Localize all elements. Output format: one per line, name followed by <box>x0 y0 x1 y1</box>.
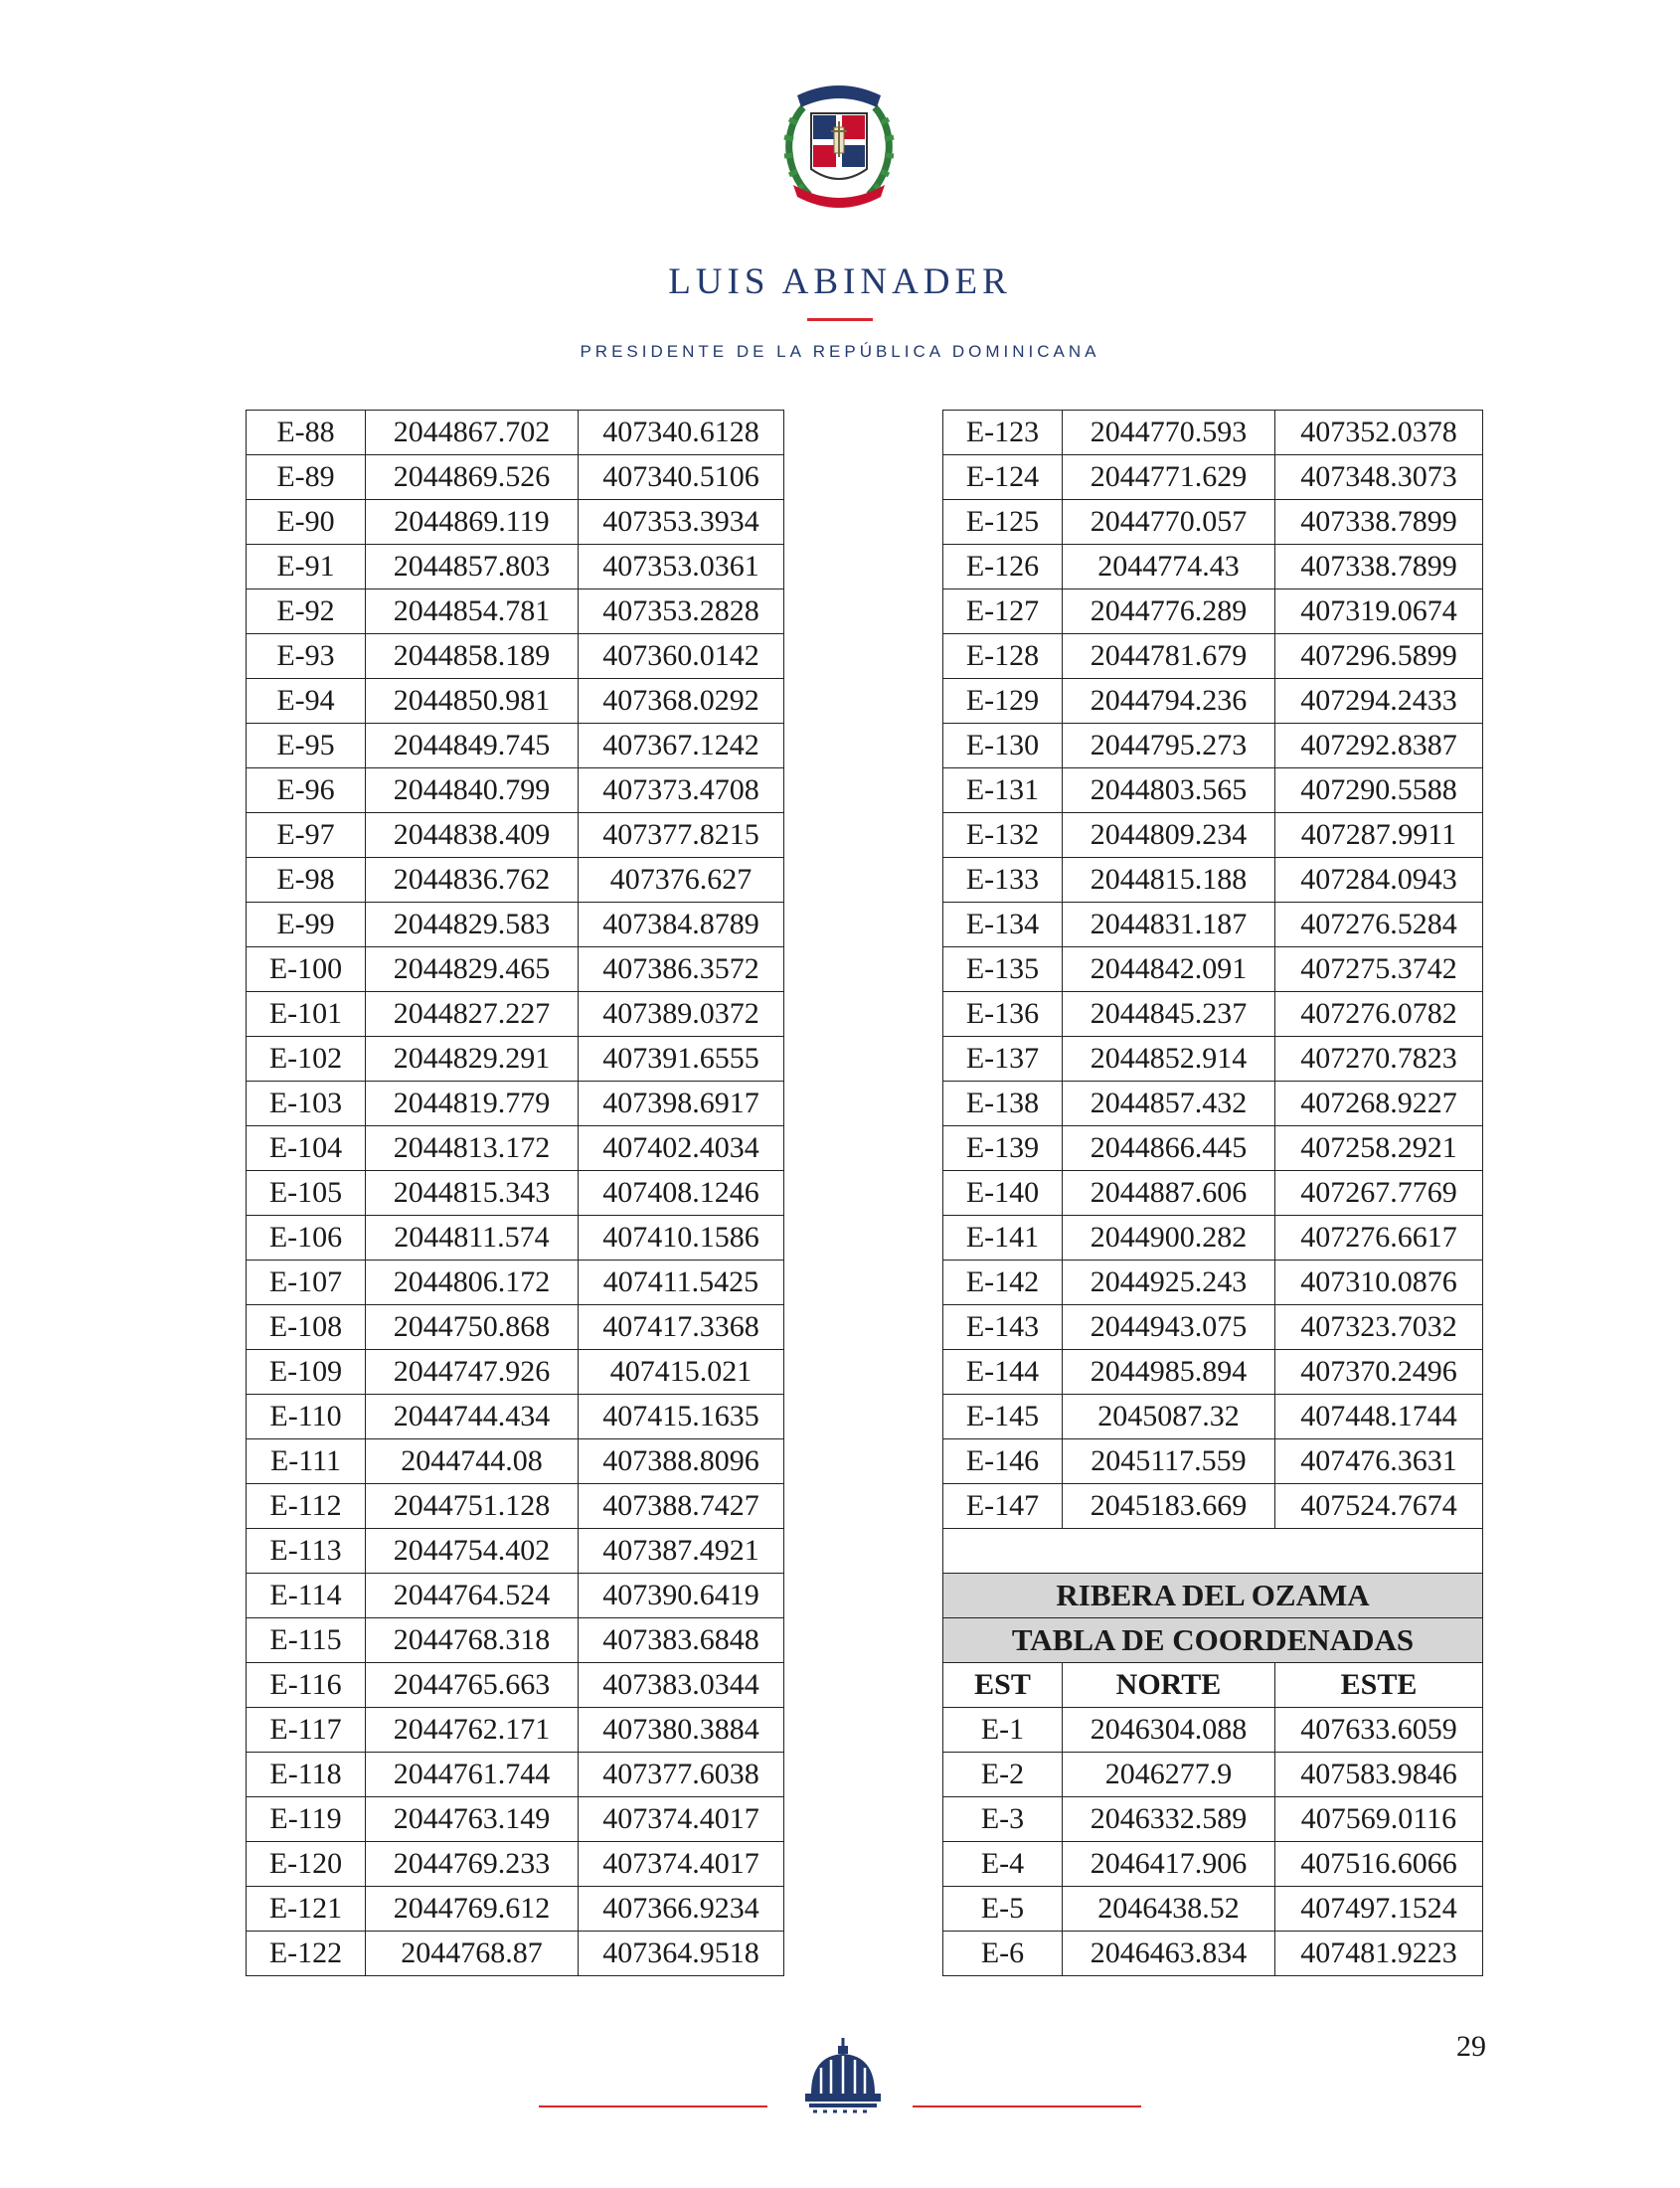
station-cell: E-89 <box>247 455 366 500</box>
norte-cell: 2046417.906 <box>1063 1842 1275 1887</box>
este-cell: 407417.3368 <box>579 1305 784 1350</box>
column-header-norte: NORTE <box>1063 1663 1275 1708</box>
station-cell: E-109 <box>247 1350 366 1395</box>
table-row <box>943 992 1483 1037</box>
este-cell: 407287.9911 <box>1275 813 1483 858</box>
este-cell: 407352.0378 <box>1275 411 1483 455</box>
coordinates-table-right <box>942 410 1483 1976</box>
norte-cell: 2046304.088 <box>1063 1708 1275 1753</box>
este-cell: 407388.8096 <box>579 1439 784 1484</box>
norte-cell: 2044845.237 <box>1063 992 1275 1037</box>
station-cell: E-102 <box>247 1037 366 1082</box>
norte-cell: 2044869.526 <box>366 455 579 500</box>
station-cell: E-96 <box>247 768 366 813</box>
norte-cell: 2044765.663 <box>366 1663 579 1708</box>
station-cell: E-124 <box>943 455 1063 500</box>
norte-cell: 2044840.799 <box>366 768 579 813</box>
norte-cell: 2044925.243 <box>1063 1261 1275 1305</box>
norte-cell: 2044754.402 <box>366 1529 579 1574</box>
este-cell: 407415.021 <box>579 1350 784 1395</box>
station-cell: E-2 <box>943 1753 1063 1797</box>
norte-cell: 2044829.465 <box>366 947 579 992</box>
table-row <box>247 1305 784 1350</box>
este-cell: 407323.7032 <box>1275 1305 1483 1350</box>
table-row <box>943 1887 1483 1932</box>
section-title-row <box>943 1574 1483 1618</box>
station-cell: E-114 <box>247 1574 366 1618</box>
norte-cell: 2044769.612 <box>366 1887 579 1932</box>
norte-cell: 2045087.32 <box>1063 1395 1275 1439</box>
norte-cell: 2044836.762 <box>366 858 579 903</box>
station-cell: E-97 <box>247 813 366 858</box>
station-cell: E-101 <box>247 992 366 1037</box>
norte-cell: 2044852.914 <box>1063 1037 1275 1082</box>
station-cell: E-130 <box>943 724 1063 768</box>
este-cell: 407360.0142 <box>579 634 784 679</box>
este-cell: 407476.3631 <box>1275 1439 1483 1484</box>
table-row <box>943 813 1483 858</box>
station-cell: E-142 <box>943 1261 1063 1305</box>
este-cell: 407569.0116 <box>1275 1797 1483 1842</box>
este-cell: 407340.5106 <box>579 455 784 500</box>
station-cell: E-99 <box>247 903 366 947</box>
table-row <box>247 1753 784 1797</box>
este-cell: 407368.0292 <box>579 679 784 724</box>
este-cell: 407411.5425 <box>579 1261 784 1305</box>
este-cell: 407516.6066 <box>1275 1842 1483 1887</box>
station-cell: E-120 <box>247 1842 366 1887</box>
table-row <box>247 1842 784 1887</box>
norte-cell: 2044768.87 <box>366 1932 579 1976</box>
table-row <box>943 545 1483 589</box>
table-row <box>247 1037 784 1082</box>
table-row <box>943 1797 1483 1842</box>
station-cell: E-137 <box>943 1037 1063 1082</box>
table-row <box>247 1574 784 1618</box>
este-cell: 407268.9227 <box>1275 1082 1483 1126</box>
norte-cell: 2045183.669 <box>1063 1484 1275 1529</box>
norte-cell: 2044751.128 <box>366 1484 579 1529</box>
este-cell: 407367.1242 <box>579 724 784 768</box>
station-cell: E-127 <box>943 589 1063 634</box>
este-cell: 407481.9223 <box>1275 1932 1483 1976</box>
norte-cell: 2044770.057 <box>1063 500 1275 545</box>
este-cell: 407258.2921 <box>1275 1126 1483 1171</box>
president-name: LUIS ABINADER <box>668 261 1012 302</box>
section-subtitle: TABLA DE COORDENADAS <box>943 1618 1483 1663</box>
norte-cell: 2044795.273 <box>1063 724 1275 768</box>
president-title: PRESIDENTE DE LA REPÚBLICA DOMINICANA <box>580 342 1100 361</box>
station-cell: E-107 <box>247 1261 366 1305</box>
norte-cell: 2044803.565 <box>1063 768 1275 813</box>
table-row <box>247 1350 784 1395</box>
table-row <box>247 1082 784 1126</box>
este-cell: 407267.7769 <box>1275 1171 1483 1216</box>
station-cell: E-95 <box>247 724 366 768</box>
table-row <box>943 724 1483 768</box>
norte-cell: 2044764.524 <box>366 1574 579 1618</box>
norte-cell: 2044811.574 <box>366 1216 579 1261</box>
este-cell: 407374.4017 <box>579 1797 784 1842</box>
table-row <box>247 1171 784 1216</box>
este-cell: 407353.0361 <box>579 545 784 589</box>
station-cell: E-133 <box>943 858 1063 903</box>
station-cell: E-88 <box>247 411 366 455</box>
station-cell: E-141 <box>943 1216 1063 1261</box>
table-row <box>247 1887 784 1932</box>
top-ribbon <box>797 85 881 107</box>
norte-cell: 2044776.289 <box>1063 589 1275 634</box>
norte-cell: 2044869.119 <box>366 500 579 545</box>
table-row <box>247 768 784 813</box>
norte-cell: 2044770.593 <box>1063 411 1275 455</box>
norte-cell: 2044985.894 <box>1063 1350 1275 1395</box>
header-divider <box>807 318 873 321</box>
station-cell: E-140 <box>943 1171 1063 1216</box>
norte-cell: 2044750.868 <box>366 1305 579 1350</box>
page-number: 29 <box>1456 2030 1486 2063</box>
este-cell: 407296.5899 <box>1275 634 1483 679</box>
norte-cell: 2046463.834 <box>1063 1932 1275 1976</box>
table-row <box>247 1797 784 1842</box>
table-row <box>247 858 784 903</box>
este-cell: 407376.627 <box>579 858 784 903</box>
station-cell: E-129 <box>943 679 1063 724</box>
table-row <box>943 1037 1483 1082</box>
norte-cell: 2044762.171 <box>366 1708 579 1753</box>
norte-cell: 2044827.227 <box>366 992 579 1037</box>
station-cell: E-146 <box>943 1439 1063 1484</box>
norte-cell: 2044858.189 <box>366 634 579 679</box>
este-cell: 407348.3073 <box>1275 455 1483 500</box>
table-row <box>943 858 1483 903</box>
este-cell: 407370.2496 <box>1275 1350 1483 1395</box>
table-row <box>247 545 784 589</box>
norte-cell: 2044943.075 <box>1063 1305 1275 1350</box>
station-cell: E-136 <box>943 992 1063 1037</box>
este-cell: 407292.8387 <box>1275 724 1483 768</box>
table-row <box>247 500 784 545</box>
station-cell: E-1 <box>943 1708 1063 1753</box>
norte-cell: 2044887.606 <box>1063 1171 1275 1216</box>
station-cell: E-94 <box>247 679 366 724</box>
table-row <box>943 947 1483 992</box>
column-header-row <box>943 1663 1483 1708</box>
norte-cell: 2044781.679 <box>1063 634 1275 679</box>
este-cell: 407524.7674 <box>1275 1484 1483 1529</box>
norte-cell: 2044819.779 <box>366 1082 579 1126</box>
table-row <box>943 1753 1483 1797</box>
este-cell: 407276.6617 <box>1275 1216 1483 1261</box>
este-cell: 407415.1635 <box>579 1395 784 1439</box>
station-cell: E-112 <box>247 1484 366 1529</box>
norte-cell: 2044850.981 <box>366 679 579 724</box>
norte-cell: 2046438.52 <box>1063 1887 1275 1932</box>
station-cell: E-100 <box>247 947 366 992</box>
station-cell: E-91 <box>247 545 366 589</box>
norte-cell: 2044763.149 <box>366 1797 579 1842</box>
este-cell: 407410.1586 <box>579 1216 784 1261</box>
table-row <box>247 1663 784 1708</box>
table-row <box>943 1171 1483 1216</box>
table-row <box>943 1395 1483 1439</box>
este-cell: 407386.3572 <box>579 947 784 992</box>
station-cell: E-145 <box>943 1395 1063 1439</box>
table-row <box>247 1395 784 1439</box>
este-cell: 407389.0372 <box>579 992 784 1037</box>
station-cell: E-4 <box>943 1842 1063 1887</box>
station-cell: E-132 <box>943 813 1063 858</box>
station-cell: E-125 <box>943 500 1063 545</box>
este-cell: 407633.6059 <box>1275 1708 1483 1753</box>
table-row <box>247 947 784 992</box>
este-cell: 407275.3742 <box>1275 947 1483 992</box>
station-cell: E-135 <box>943 947 1063 992</box>
table-row <box>943 500 1483 545</box>
norte-cell: 2044761.744 <box>366 1753 579 1797</box>
station-cell: E-103 <box>247 1082 366 1126</box>
este-cell: 407390.6419 <box>579 1574 784 1618</box>
este-cell: 407276.5284 <box>1275 903 1483 947</box>
table-row <box>943 634 1483 679</box>
table-row <box>943 1350 1483 1395</box>
norte-cell: 2044829.291 <box>366 1037 579 1082</box>
este-cell: 407338.7899 <box>1275 500 1483 545</box>
table-row <box>247 1439 784 1484</box>
table-row <box>247 724 784 768</box>
station-cell: E-126 <box>943 545 1063 589</box>
norte-cell: 2044768.318 <box>366 1618 579 1663</box>
table-row <box>943 1082 1483 1126</box>
table-row <box>247 411 784 455</box>
norte-cell: 2046332.589 <box>1063 1797 1275 1842</box>
este-cell: 407340.6128 <box>579 411 784 455</box>
este-cell: 407294.2433 <box>1275 679 1483 724</box>
este-cell: 407583.9846 <box>1275 1753 1483 1797</box>
este-cell: 407448.1744 <box>1275 1395 1483 1439</box>
este-cell: 407384.8789 <box>579 903 784 947</box>
este-cell: 407270.7823 <box>1275 1037 1483 1082</box>
station-cell: E-113 <box>247 1529 366 1574</box>
norte-cell: 2044747.926 <box>366 1350 579 1395</box>
table-row <box>247 1484 784 1529</box>
table-row <box>247 455 784 500</box>
este-cell: 407290.5588 <box>1275 768 1483 813</box>
table-row <box>247 634 784 679</box>
este-cell: 407398.6917 <box>579 1082 784 1126</box>
norte-cell: 2044813.172 <box>366 1126 579 1171</box>
station-cell: E-144 <box>943 1350 1063 1395</box>
este-cell: 407387.4921 <box>579 1529 784 1574</box>
table-row <box>247 903 784 947</box>
table-row <box>943 679 1483 724</box>
table-row <box>247 1261 784 1305</box>
station-cell: E-131 <box>943 768 1063 813</box>
norte-cell: 2044857.803 <box>366 545 579 589</box>
este-cell: 407402.4034 <box>579 1126 784 1171</box>
station-cell: E-3 <box>943 1797 1063 1842</box>
ribera-del-ozama-section <box>943 1529 1483 1708</box>
station-cell: E-93 <box>247 634 366 679</box>
table-row <box>943 903 1483 947</box>
este-cell: 407284.0943 <box>1275 858 1483 903</box>
table-row <box>943 411 1483 455</box>
este-cell: 407310.0876 <box>1275 1261 1483 1305</box>
norte-cell: 2044794.236 <box>1063 679 1275 724</box>
norte-cell: 2044867.702 <box>366 411 579 455</box>
section-title: RIBERA DEL OZAMA <box>943 1574 1483 1618</box>
station-cell: E-122 <box>247 1932 366 1976</box>
station-cell: E-92 <box>247 589 366 634</box>
station-cell: E-121 <box>247 1887 366 1932</box>
table-row <box>247 679 784 724</box>
table-row <box>247 992 784 1037</box>
coordinates-table-left <box>246 410 784 1976</box>
station-cell: E-128 <box>943 634 1063 679</box>
norte-cell: 2044744.08 <box>366 1439 579 1484</box>
station-cell: E-116 <box>247 1663 366 1708</box>
table-row <box>943 1932 1483 1976</box>
shield-icon <box>811 113 867 179</box>
table-row <box>943 1708 1483 1753</box>
station-cell: E-139 <box>943 1126 1063 1171</box>
norte-cell: 2044854.781 <box>366 589 579 634</box>
norte-cell: 2044849.745 <box>366 724 579 768</box>
column-header-este: ESTE <box>1275 1663 1483 1708</box>
este-cell: 407497.1524 <box>1275 1887 1483 1932</box>
norte-cell: 2044831.187 <box>1063 903 1275 947</box>
este-cell: 407377.6038 <box>579 1753 784 1797</box>
station-cell: E-111 <box>247 1439 366 1484</box>
norte-cell: 2044866.445 <box>1063 1126 1275 1171</box>
coat-of-arms-seal <box>775 78 903 217</box>
norte-cell: 2044857.432 <box>1063 1082 1275 1126</box>
este-cell: 407383.0344 <box>579 1663 784 1708</box>
este-cell: 407276.0782 <box>1275 992 1483 1037</box>
norte-cell: 2046277.9 <box>1063 1753 1275 1797</box>
table-row <box>247 1529 784 1574</box>
este-cell: 407353.2828 <box>579 589 784 634</box>
palace-dome-icon <box>801 2036 885 2117</box>
station-cell: E-105 <box>247 1171 366 1216</box>
station-cell: E-106 <box>247 1216 366 1261</box>
este-cell: 407391.6555 <box>579 1037 784 1082</box>
table-row <box>247 1708 784 1753</box>
este-cell: 407383.6848 <box>579 1618 784 1663</box>
table-row <box>247 1216 784 1261</box>
norte-cell: 2044829.583 <box>366 903 579 947</box>
station-cell: E-138 <box>943 1082 1063 1126</box>
station-cell: E-98 <box>247 858 366 903</box>
este-cell: 407388.7427 <box>579 1484 784 1529</box>
norte-cell: 2044809.234 <box>1063 813 1275 858</box>
station-cell: E-123 <box>943 411 1063 455</box>
este-cell: 407366.9234 <box>579 1887 784 1932</box>
table-row <box>943 768 1483 813</box>
column-header-est: EST <box>943 1663 1063 1708</box>
este-cell: 407377.8215 <box>579 813 784 858</box>
station-cell: E-104 <box>247 1126 366 1171</box>
station-cell: E-6 <box>943 1932 1063 1976</box>
station-cell: E-117 <box>247 1708 366 1753</box>
table-row <box>247 1126 784 1171</box>
table-row <box>943 1439 1483 1484</box>
table-row <box>247 1618 784 1663</box>
norte-cell: 2044769.233 <box>366 1842 579 1887</box>
este-cell: 407319.0674 <box>1275 589 1483 634</box>
station-cell: E-115 <box>247 1618 366 1663</box>
table-row <box>247 813 784 858</box>
station-cell: E-143 <box>943 1305 1063 1350</box>
table-row <box>247 1932 784 1976</box>
table-row <box>247 589 784 634</box>
este-cell: 407364.9518 <box>579 1932 784 1976</box>
table-row <box>943 455 1483 500</box>
station-cell: E-90 <box>247 500 366 545</box>
este-cell: 407374.4017 <box>579 1842 784 1887</box>
station-cell: E-119 <box>247 1797 366 1842</box>
station-cell: E-108 <box>247 1305 366 1350</box>
norte-cell: 2044842.091 <box>1063 947 1275 992</box>
table-row <box>943 1261 1483 1305</box>
table-row <box>943 1484 1483 1529</box>
blank-spacer-row <box>943 1529 1483 1574</box>
station-cell: E-118 <box>247 1753 366 1797</box>
norte-cell: 2044771.629 <box>1063 455 1275 500</box>
station-cell: E-147 <box>943 1484 1063 1529</box>
footer-line-right <box>913 2105 1141 2107</box>
este-cell: 407353.3934 <box>579 500 784 545</box>
table-row <box>943 589 1483 634</box>
norte-cell: 2044815.188 <box>1063 858 1275 903</box>
este-cell: 407338.7899 <box>1275 545 1483 589</box>
table-row <box>943 1126 1483 1171</box>
footer-line-left <box>539 2105 767 2107</box>
station-cell: E-5 <box>943 1887 1063 1932</box>
este-cell: 407380.3884 <box>579 1708 784 1753</box>
norte-cell: 2044900.282 <box>1063 1216 1275 1261</box>
table-row <box>943 1216 1483 1261</box>
section-subtitle-row <box>943 1618 1483 1663</box>
norte-cell: 2044774.43 <box>1063 545 1275 589</box>
norte-cell: 2044744.434 <box>366 1395 579 1439</box>
norte-cell: 2044806.172 <box>366 1261 579 1305</box>
table-row <box>943 1305 1483 1350</box>
norte-cell: 2045117.559 <box>1063 1439 1275 1484</box>
station-cell: E-134 <box>943 903 1063 947</box>
table-row <box>943 1842 1483 1887</box>
este-cell: 407373.4708 <box>579 768 784 813</box>
norte-cell: 2044838.409 <box>366 813 579 858</box>
station-cell: E-110 <box>247 1395 366 1439</box>
norte-cell: 2044815.343 <box>366 1171 579 1216</box>
este-cell: 407408.1246 <box>579 1171 784 1216</box>
